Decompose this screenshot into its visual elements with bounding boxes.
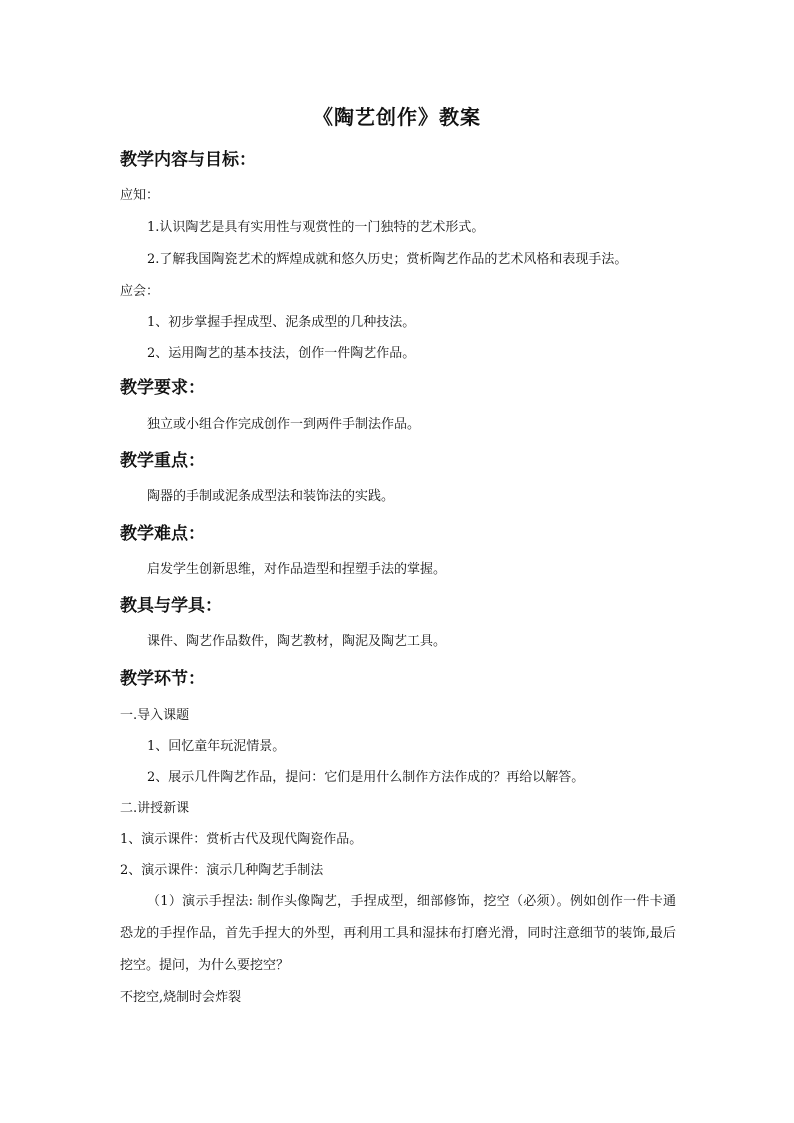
difficulties-text: 启发学生创新思维，对作品造型和捏塑手法的掌握。 — [147, 562, 447, 577]
part2-label: 二.讲授新课 — [120, 801, 190, 816]
heading-requirements: 教学要求： — [120, 378, 205, 398]
know-item: 2.了解我国陶瓷艺术的辉煌成就和悠久历史；赏析陶艺作品的艺术风格和表现手法。 — [147, 252, 628, 267]
part2-item: 1、演示课件：赏析古代及现代陶瓷作品。 — [120, 832, 363, 847]
heading-key-points: 教学重点： — [120, 451, 205, 471]
heading-difficulties: 教学难点： — [120, 524, 205, 544]
key-points-text: 陶器的手制或泥条成型法和装饰法的实践。 — [147, 489, 395, 504]
can-item: 1、初步掌握手捏成型、泥条成型的几种技法。 — [147, 315, 416, 330]
know-label: 应知： — [120, 188, 160, 203]
tools-text: 课件、陶艺作品数件，陶艺教材，陶泥及陶艺工具。 — [147, 634, 447, 649]
document-title: 《陶艺创作》教案 — [313, 105, 481, 129]
know-item: 1.认识陶艺是具有实用性与观赏性的一门独特的艺术形式。 — [147, 220, 485, 235]
demo-paragraph: （1）演示手捏法: 制作头像陶艺，手捏成型，细部修饰，挖空（必须）。例如创作一件卡通恐龙的手捏作品，首先手捏大的外型，再利用工具和湿抹布打磨光滑，同时注意细节的装饰,最后挖空。提问，为什么要挖空？ — [120, 894, 676, 973]
can-label: 应会： — [120, 284, 160, 299]
part1-item: 2、展示几件陶艺作品，提问：它们是用什么制作方法作成的？再给以解答。 — [147, 770, 585, 785]
part1-label: 一.导入课题 — [120, 708, 190, 723]
heading-tools: 教具与学具： — [120, 596, 222, 616]
can-item: 2、运用陶艺的基本技法，创作一件陶艺作品。 — [147, 346, 416, 361]
heading-content-goals: 教学内容与目标： — [120, 150, 256, 170]
answer-text: 不挖空,烧制时会炸裂 — [120, 990, 242, 1005]
heading-procedure: 教学环节： — [120, 669, 205, 689]
requirements-text: 独立或小组合作完成创作一到两件手制法作品。 — [147, 417, 421, 432]
part2-item: 2、演示课件：演示几种陶艺手制法 — [120, 863, 324, 878]
part1-item: 1、回忆童年玩泥情景。 — [147, 739, 286, 754]
